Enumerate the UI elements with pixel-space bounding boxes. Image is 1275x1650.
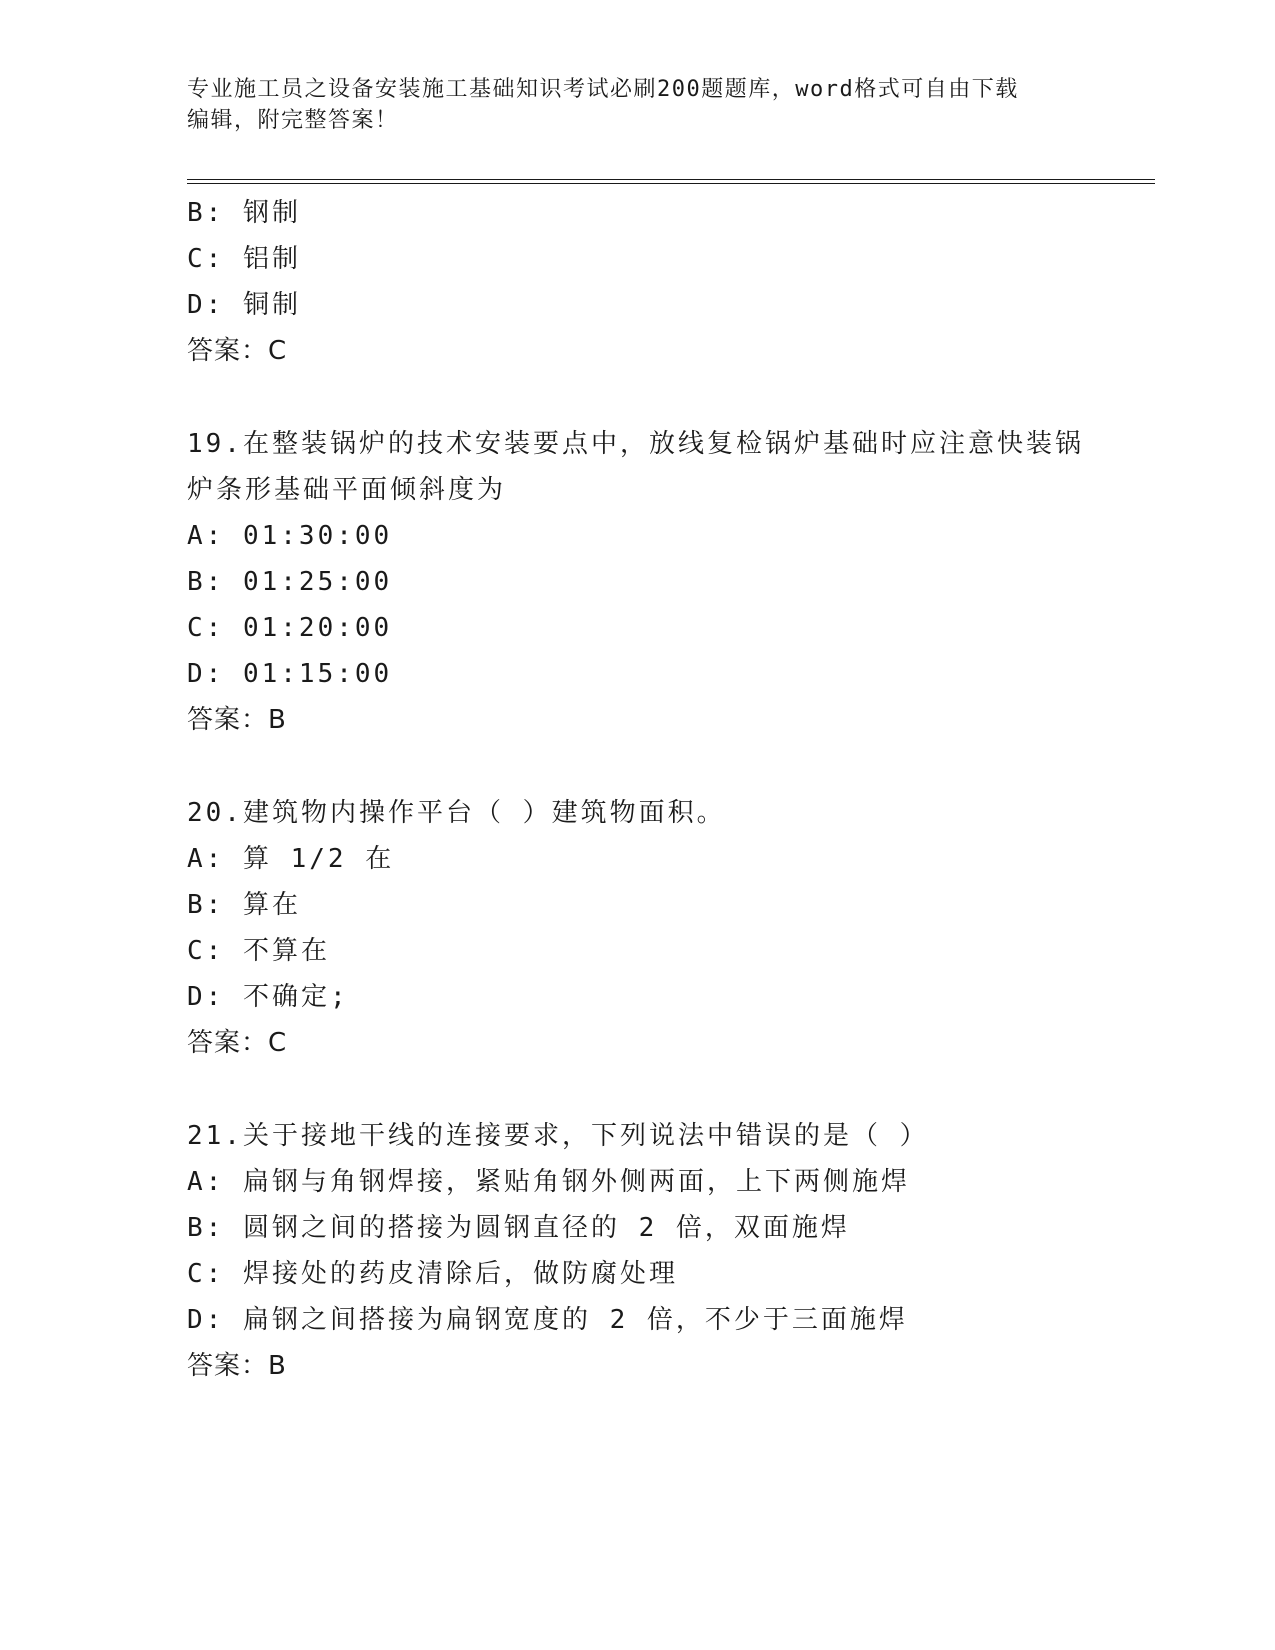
- option-d: D: 不确定;: [187, 982, 349, 1012]
- question-21: [187, 1113, 1155, 1389]
- header-divider-bottom: [187, 183, 1155, 184]
- question-stem: 炉条形基础平面倾斜度为: [187, 475, 507, 505]
- option-d: D: 扁钢之间搭接为扁钢宽度的 2 倍，不少于三面施焊: [187, 1305, 908, 1335]
- option-c: C: 不算在: [187, 936, 330, 966]
- option-c: C: 01:20:00: [187, 613, 393, 643]
- answer: 答案：B: [187, 705, 287, 735]
- option-a: A: 扁钢与角钢焊接，紧贴角钢外侧两面，上下两侧施焊: [187, 1167, 910, 1197]
- question-list: [187, 190, 1155, 1389]
- option-b: B: 算在: [187, 890, 301, 920]
- option-c: C: 焊接处的药皮清除后，做防腐处理: [187, 1259, 678, 1289]
- question-19: [187, 421, 1155, 743]
- answer: 答案：B: [187, 1351, 287, 1381]
- option-a: A: 01:30:00: [187, 521, 393, 551]
- option-c: C: 铝制: [187, 244, 301, 274]
- option-d: D: 01:15:00: [187, 659, 393, 689]
- option-a: A: 算 1/2 在: [187, 844, 395, 874]
- option-b: B: 01:25:00: [187, 567, 393, 597]
- option-b: B: 钢制: [187, 198, 301, 228]
- question-stem: 20.建筑物内操作平台（ ）建筑物面积。: [187, 798, 726, 828]
- option-b: B: 圆钢之间的搭接为圆钢直径的 2 倍，双面施焊: [187, 1213, 850, 1243]
- header-title-line-2: 编辑，附完整答案！: [187, 108, 399, 133]
- option-d: D: 铜制: [187, 290, 301, 320]
- header-title-line-1: 专业施工员之设备安装施工基础知识考试必刷200题题库，word格式可自由下载: [187, 77, 1019, 102]
- header-divider-top: [187, 179, 1155, 180]
- question-stem: 19.在整装锅炉的技术安装要点中，放线复检锅炉基础时应注意快装锅: [187, 429, 1084, 459]
- question-stem: 21.关于接地干线的连接要求，下列说法中错误的是（ ）: [187, 1121, 929, 1151]
- answer: 答案：C: [187, 1028, 288, 1058]
- question-20: [187, 790, 1155, 1066]
- question-18-continued: [187, 190, 1155, 374]
- document-header: [187, 74, 1087, 136]
- answer: 答案：C: [187, 336, 288, 366]
